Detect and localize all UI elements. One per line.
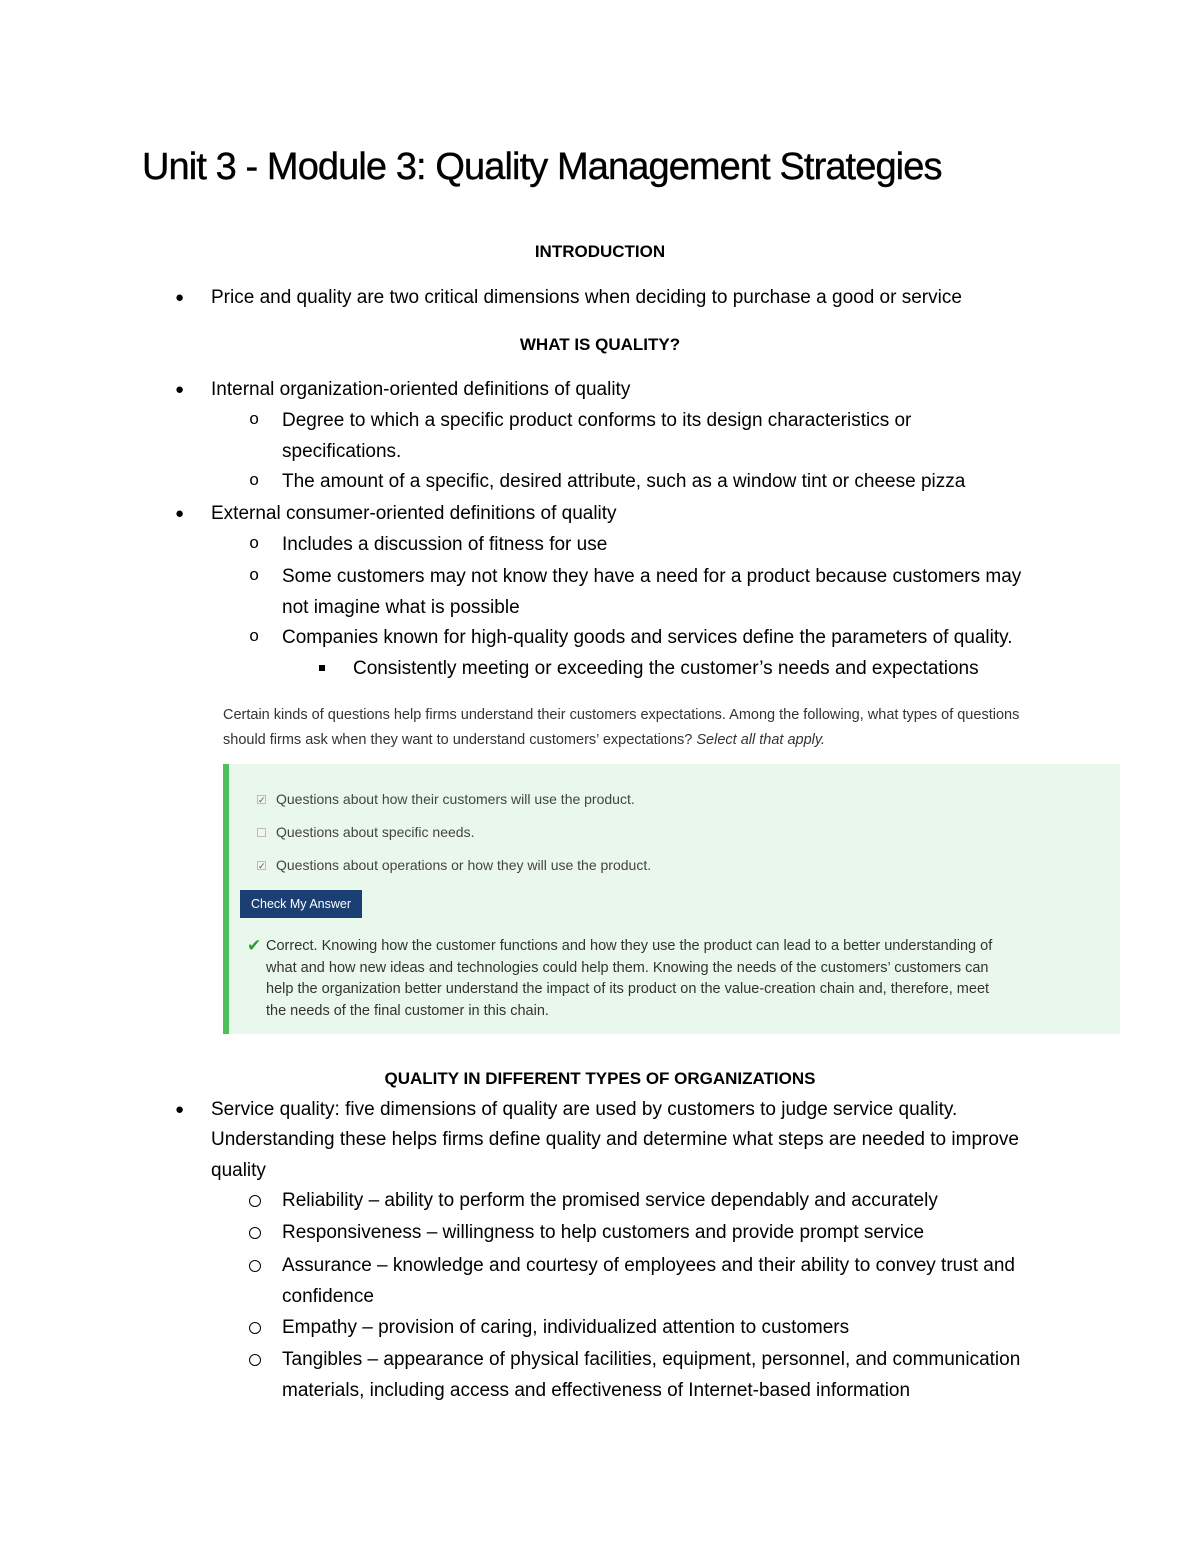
quiz-question-line1: Certain kinds of questions help firms understand their customers expectations. Among the following, what types of questions (223, 707, 1020, 723)
circle-bullet-icon (249, 1260, 261, 1272)
quiz-answer-panel (223, 764, 1120, 1034)
sub-bullet-o: o (249, 535, 260, 554)
bullet-dot: ● (175, 505, 185, 522)
page-title: Unit 3 - Module 3: Quality Management Strategies (142, 146, 942, 188)
feedback-line: the needs of the final customer in this chain. (266, 1002, 549, 1019)
sub-list-item-continued: not imagine what is possible (282, 597, 520, 618)
list-item: Internal organization-oriented definitions of quality (211, 379, 631, 400)
square-bullet-icon (319, 665, 325, 671)
list-item-continued: quality (211, 1160, 266, 1181)
feedback-text (266, 936, 1086, 1022)
list-item: External consumer-oriented definitions of quality (211, 503, 617, 524)
sub-sub-list-item: Consistently meeting or exceeding the customer’s needs and expectations (353, 658, 979, 679)
sub-list-item: Responsiveness – willingness to help customers and provide prompt service (282, 1222, 925, 1243)
sub-bullet-o: o (249, 472, 260, 491)
sub-list-item: Assurance – knowledge and courtesy of employees and their ability to convey trust and (282, 1255, 1015, 1276)
circle-bullet-icon (249, 1322, 261, 1334)
list-item: Service quality: five dimensions of quality are used by customers to judge service quality. (211, 1099, 958, 1120)
option-checkbox[interactable]: ✓ (258, 861, 266, 871)
circle-bullet-icon (249, 1195, 261, 1207)
quiz-question (223, 703, 1123, 753)
sub-list-item: The amount of a specific, desired attribute, such as a window tint or cheese pizza (282, 471, 966, 492)
option-label[interactable]: Questions about how their customers will use the product. (276, 791, 635, 807)
sub-bullet-o: o (249, 567, 260, 586)
check-my-answer-button[interactable]: Check My Answer (240, 890, 362, 918)
list-item: Price and quality are two critical dimensions when deciding to purchase a good or service (211, 287, 962, 308)
option-label[interactable]: Questions about operations or how they will use the product. (276, 857, 652, 873)
option-checkbox[interactable] (257, 828, 266, 837)
sub-list-item: Tangibles – appearance of physical facilities, equipment, personnel, and communication (282, 1349, 1021, 1370)
sub-list-item-continued: specifications. (282, 441, 402, 462)
check-icon: ✔ (247, 936, 262, 955)
sub-list-item: Empathy – provision of caring, individualized attention to customers (282, 1317, 850, 1338)
option-label[interactable]: Questions about specific needs. (276, 824, 475, 840)
bullet-dot: ● (175, 289, 185, 306)
feedback-line: help the organization better understand the impact of its product on the value-creation chain and, therefore, meet (266, 981, 990, 997)
sub-list-item-continued: confidence (282, 1286, 374, 1307)
quiz-question-hint: Select all that apply. (696, 732, 826, 748)
quiz-question-line2: should firms ask when they want to understand customers’ expectations? (223, 732, 697, 748)
option-checkbox[interactable]: ✓ (258, 795, 266, 805)
sub-list-item: Reliability – ability to perform the promised service dependably and accurately (282, 1190, 938, 1211)
sub-list-item: Degree to which a specific product conforms to its design characteristics or (282, 410, 912, 431)
sub-list-item: Includes a discussion of fitness for use (282, 534, 608, 555)
section-heading-what-is-quality: WHAT IS QUALITY? (519, 335, 681, 354)
feedback-line: what and how new ideas and technologies could help them. Knowing the needs of the customers’ customers can (266, 959, 989, 976)
bullet-dot: ● (175, 381, 185, 398)
sub-bullet-o: o (249, 628, 260, 647)
sub-list-item: Companies known for high-quality goods and services define the parameters of quality. (282, 627, 1013, 648)
section-heading-organizations: QUALITY IN DIFFERENT TYPES OF ORGANIZATIONS (384, 1069, 816, 1088)
sub-bullet-o: o (249, 411, 260, 430)
circle-bullet-icon (249, 1227, 261, 1239)
circle-bullet-icon (249, 1354, 261, 1366)
section-heading-introduction: INTRODUCTION (534, 242, 666, 261)
bullet-dot: ● (175, 1101, 185, 1118)
list-item-continued: Understanding these helps firms define quality and determine what steps are needed to improve (211, 1129, 1019, 1150)
sub-list-item-continued: materials, including access and effectiveness of Internet-based information (282, 1380, 911, 1401)
feedback-line: Correct. Knowing how the customer functions and how they use the product can lead to a better understanding of (266, 938, 993, 954)
sub-list-item: Some customers may not know they have a need for a product because customers may (282, 566, 1022, 587)
